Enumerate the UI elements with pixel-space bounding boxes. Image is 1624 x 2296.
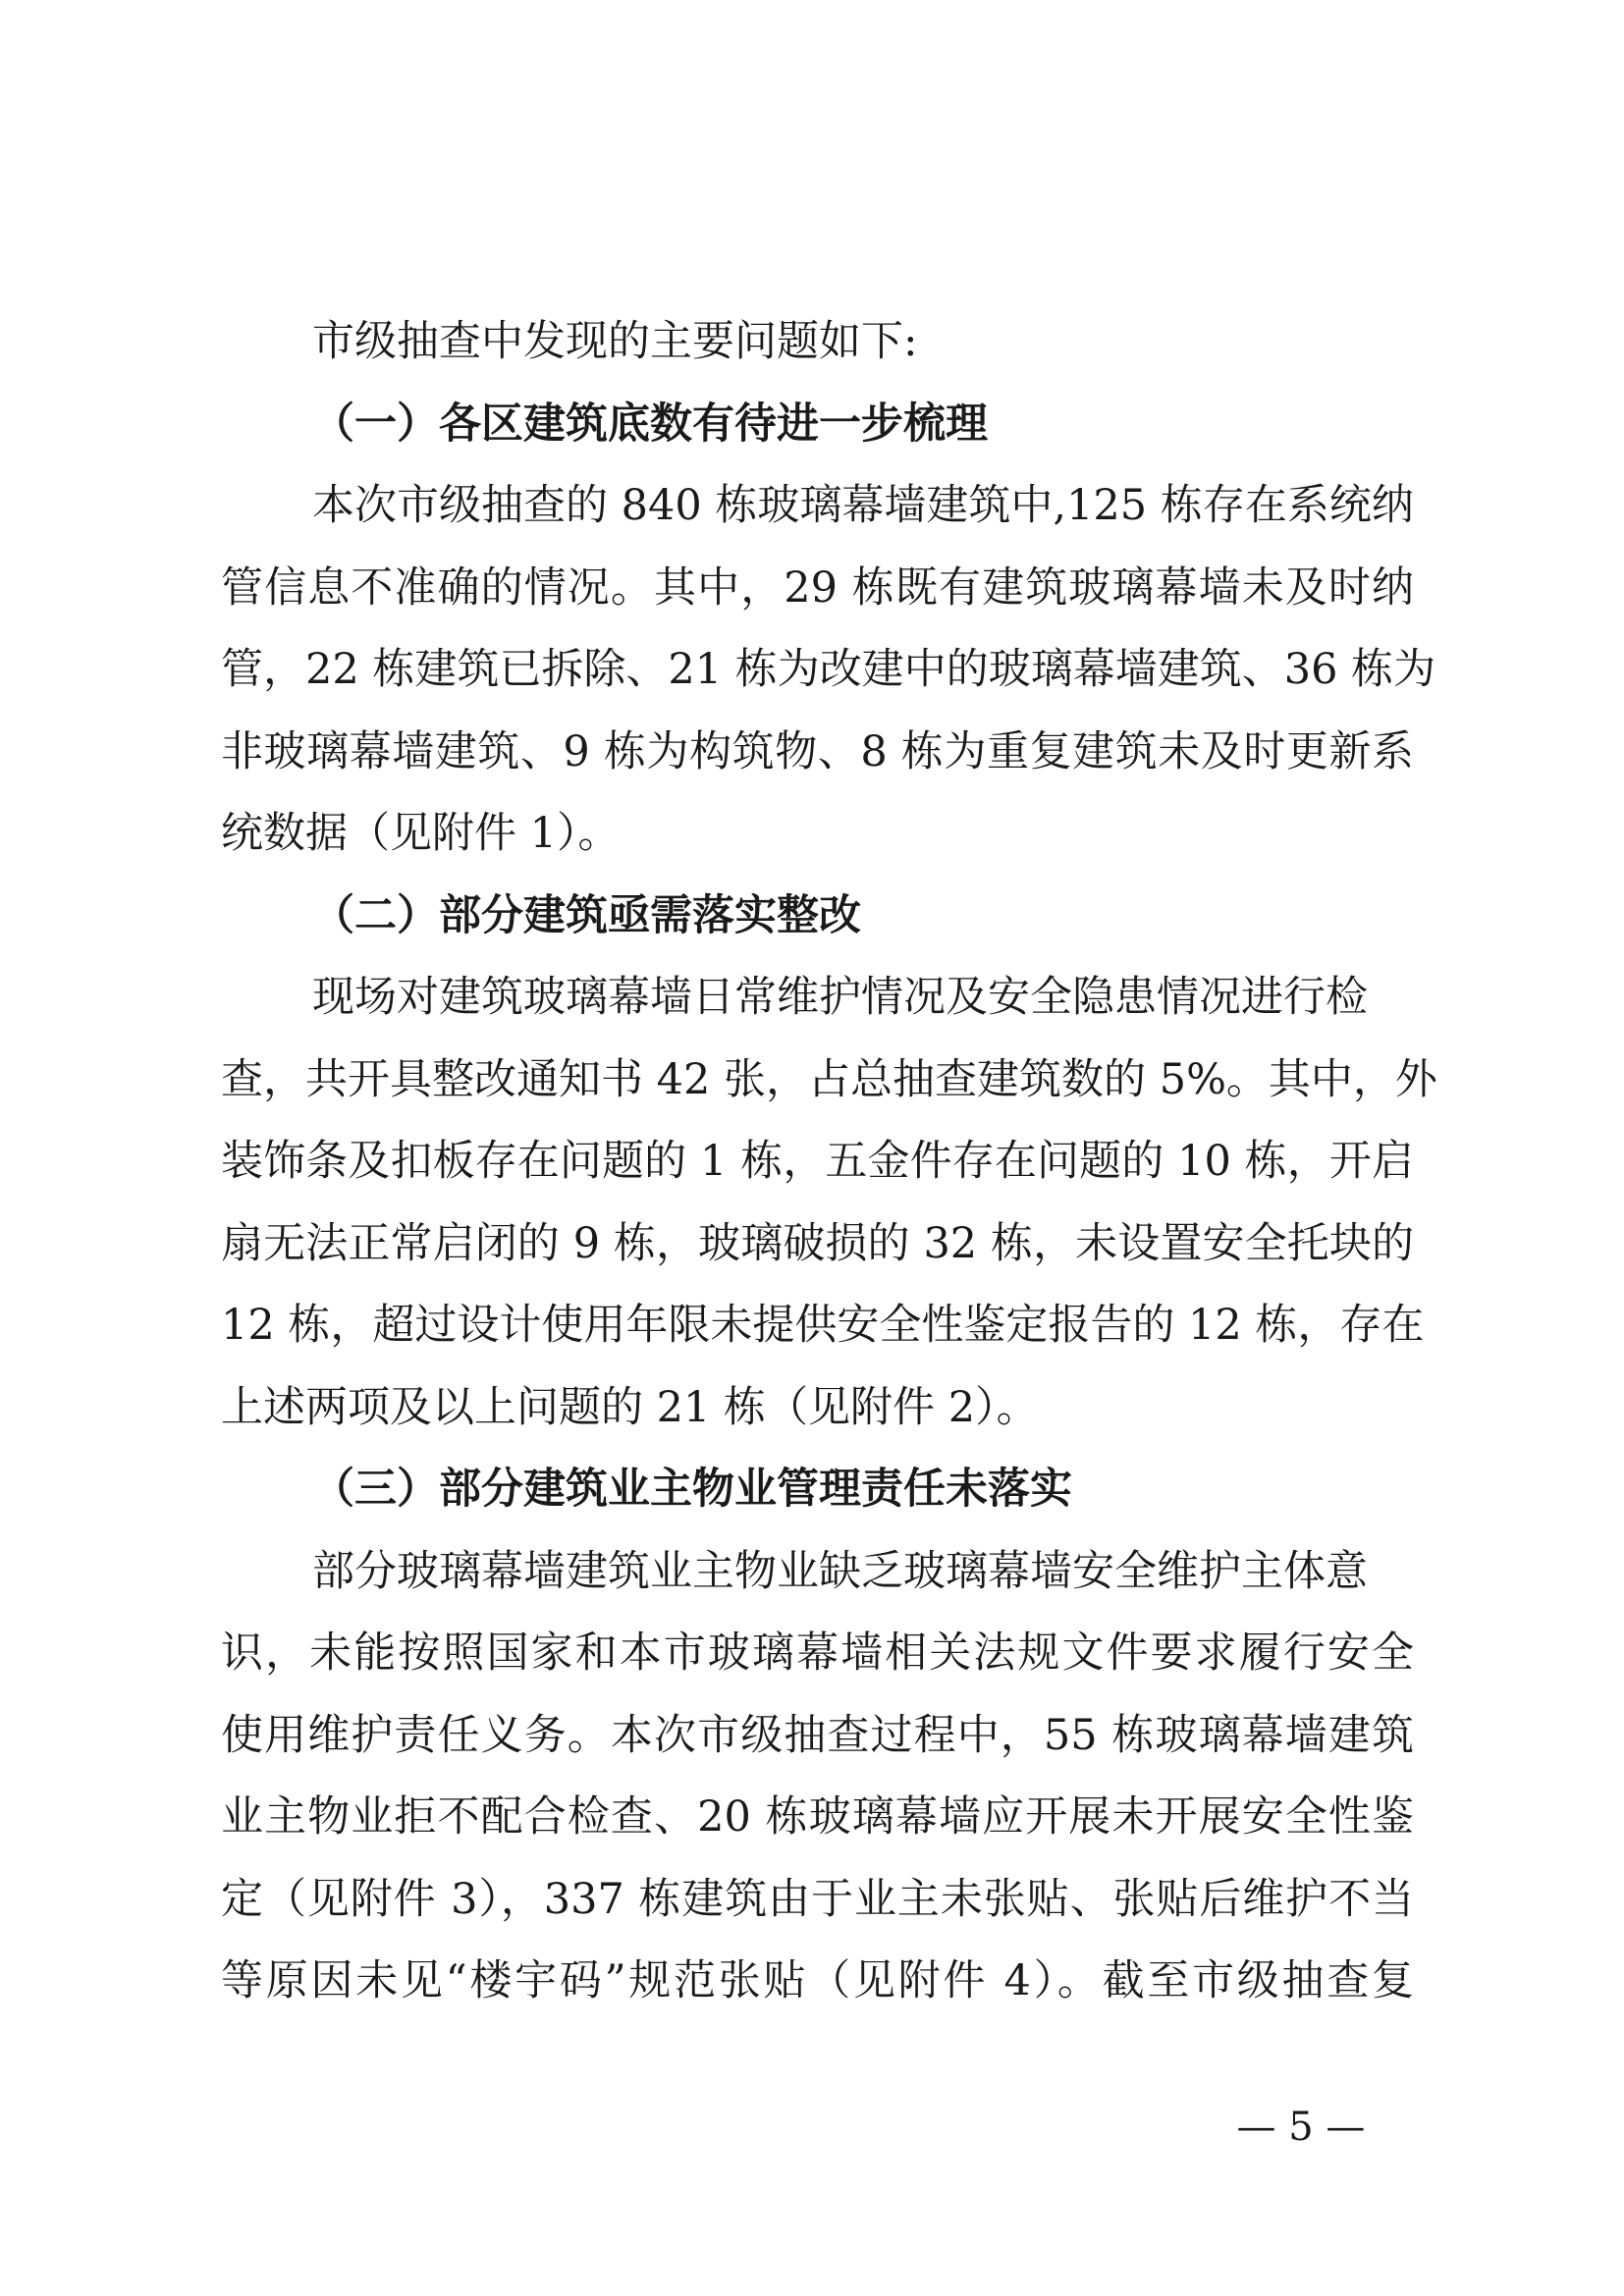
section-heading-1: （一）各区建筑底数有待进一步梳理	[312, 400, 988, 449]
paragraph-2-line-6: 上述两项及以上问题的 21 栋（见附件 2）。	[221, 1383, 1039, 1432]
page-number: — 5 —	[1236, 2105, 1366, 2150]
paragraph-2-line-4: 扇无法正常启闭的 9 栋，玻璃破损的 32 栋，未设置安全托块的	[221, 1219, 1414, 1268]
paragraph-1-line-5: 统数据（见附件 1）。	[221, 809, 621, 858]
paragraph-1-line-4: 非玻璃幕墙建筑、9 栋为构筑物、8 栋为重复建筑未及时更新系	[221, 727, 1414, 776]
paragraph-2-line-3: 装饰条及扣板存在问题的 1 栋，五金件存在问题的 10 栋，开启	[221, 1137, 1414, 1186]
paragraph-3-line-5: 定（见附件 3），337 栋建筑由于业主未张贴、张贴后维护不当	[221, 1875, 1414, 1924]
paragraph-3-line-4: 业主物业拒不配合检查、20 栋玻璃幕墙应开展未开展安全性鉴	[221, 1792, 1414, 1842]
section-heading-2: （二）部分建筑亟需落实整改	[312, 891, 861, 940]
paragraph-3-line-1: 部分玻璃幕墙建筑业主物业缺乏玻璃幕墙安全维护主体意	[312, 1547, 1368, 1596]
section-heading-3: （三）部分建筑业主物业管理责任未落实	[312, 1465, 1072, 1514]
paragraph-1-line-2: 管信息不准确的情况。其中，29 栋既有建筑玻璃幕墙未及时纳	[221, 563, 1414, 613]
paragraph-2-line-2: 查，共开具整改通知书 42 张，占总抽查建筑数的 5%。其中，外	[221, 1055, 1437, 1104]
intro-line: 市级抽查中发现的主要问题如下:	[312, 317, 918, 366]
paragraph-2-line-5: 12 栋，超过设计使用年限未提供安全性鉴定报告的 12 栋，存在	[221, 1301, 1425, 1350]
paragraph-1-line-1: 本次市级抽查的 840 栋玻璃幕墙建筑中,125 栋存在系统纳	[312, 481, 1414, 530]
paragraph-2-line-1: 现场对建筑玻璃幕墙日常维护情况及安全隐患情况进行检	[312, 973, 1368, 1022]
paragraph-1-line-3: 管，22 栋建筑已拆除、21 栋为改建中的玻璃幕墙建筑、36 栋为	[221, 645, 1436, 694]
paragraph-3-line-2: 识，未能按照国家和本市玻璃幕墙相关法规文件要求履行安全	[221, 1629, 1414, 1678]
paragraph-3-line-3: 使用维护责任义务。本次市级抽查过程中，55 栋玻璃幕墙建筑	[221, 1711, 1414, 1760]
paragraph-3-line-6: 等原因未见“楼宇码”规范张贴（见附件 4）。截至市级抽查复	[221, 1956, 1414, 2005]
